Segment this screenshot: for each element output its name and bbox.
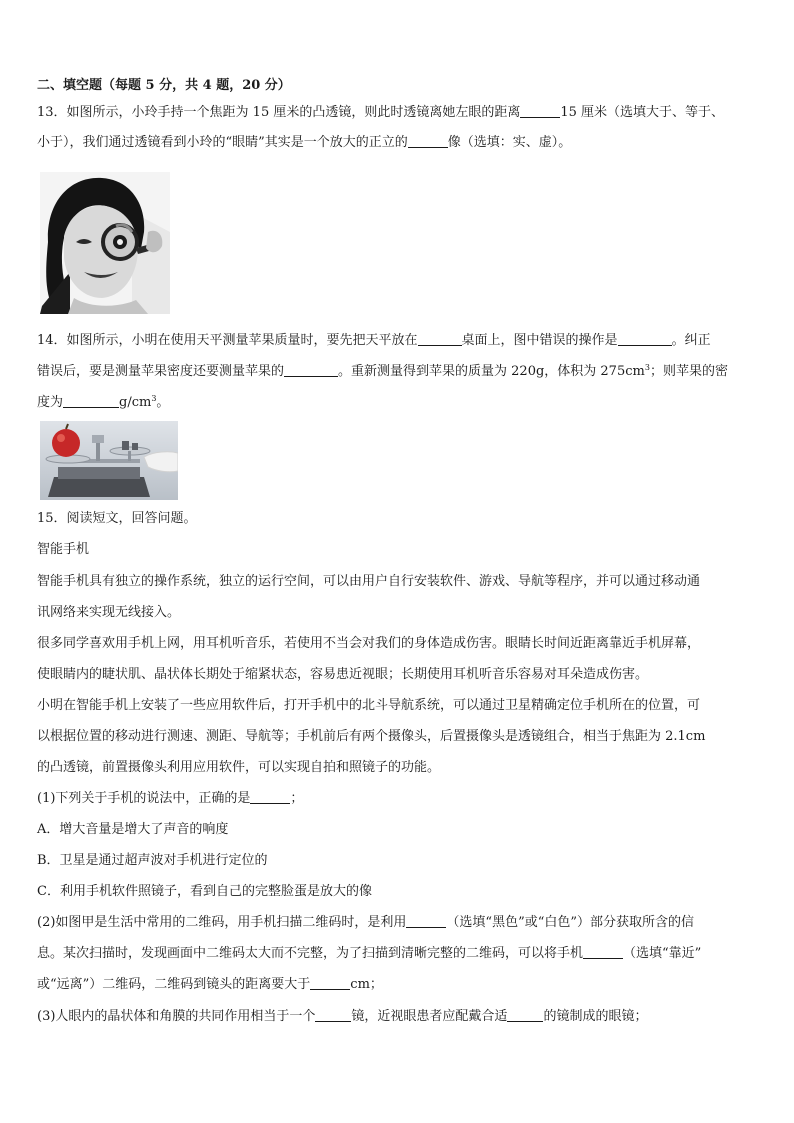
subquestion-1: (1)下列关于手机的说法中，正确的是 ； xyxy=(37,791,304,806)
answer-blank[interactable] xyxy=(250,790,290,804)
option-c: C．利用手机软件照镜子，看到自己的完整脸蛋是放大的像 xyxy=(37,884,372,899)
answer-blank[interactable] xyxy=(520,104,560,118)
passage-p3-line-2: 以根据位置的移动进行测速、测距、导航等；手机前后有两个摄像头，后置摄像头是透镜组合，相当于焦距为 2.1cm xyxy=(37,729,706,744)
passage-p3-line-3: 的凸透镜，前置摄像头利用应用软件，可以实现自拍和照镜子的功能。 xyxy=(37,760,441,775)
option-a: A．增大音量是增大了声音的响度 xyxy=(37,822,229,837)
q14-line-3: 度为 $g/cm^3$。 xyxy=(37,394,170,410)
subquestion-2-line-2: 息。某次扫描时，发现画面中二维码太大而不完整，为了扫描到清晰完整的二维码，可以将手机 （选填“靠近” xyxy=(37,946,702,961)
answer-blank[interactable] xyxy=(284,363,338,377)
passage-title: 智能手机 xyxy=(37,542,90,557)
passage-p2-line-2: 使眼睛内的睫状肌、晶状体长期处于缩紧状态，容易患近视眼；长期使用耳机听音乐容易对耳朵造成伤害。 xyxy=(37,667,649,682)
answer-blank[interactable] xyxy=(310,976,350,990)
passage-p2-line-1: 很多同学喜欢用手机上网，用耳机听音乐，若使用不当会对我们的身体造成伤害。眼睛长时间近距离靠近手机屏幕， xyxy=(37,636,701,651)
girl-magnifier-figure xyxy=(40,172,170,314)
subquestion-3: (3)人眼内的晶状体和角膜的共同作用相当于一个 镜，近视眼患者应配戴合适 的镜制成的眼镜； xyxy=(37,1009,648,1024)
passage-p1-line-2: 讯网络来实现无线接入。 xyxy=(37,605,181,620)
q13-line-1: 13．如图所示，小玲手持一个焦距为 15 厘米的凸透镜，则此时透镜离她左眼的距离 15 厘米（选填大于、等于、 xyxy=(37,105,725,120)
answer-blank[interactable] xyxy=(583,945,623,959)
q13-line-2: 小于），我们通过透镜看到小玲的“眼睛”其实是一个放大的正立的 像（选填：实、虚）。 xyxy=(37,135,572,150)
answer-blank[interactable] xyxy=(507,1008,543,1022)
answer-blank[interactable] xyxy=(618,332,672,346)
answer-blank[interactable] xyxy=(315,1008,351,1022)
subquestion-2-line-3: 或“远离”）二维码，二维码到镜头的距离要大于 cm； xyxy=(37,977,383,992)
subquestion-2-line-1: (2)如图甲是生活中常用的二维码，用手机扫描二维码时，是利用 （选填“黑色”或“白色”）部分获取所含的信 xyxy=(37,915,695,930)
answer-blank[interactable] xyxy=(408,134,448,148)
q14-line-2: 错误后，要是测量苹果密度还要测量苹果的 。重新测量得到苹果的质量为 220g，体积为 $275cm^3$；则苹果的密 xyxy=(37,363,728,379)
answer-blank[interactable] xyxy=(63,394,119,408)
section-heading: 二、填空题（每题 5 分，共 4 题，20 分） xyxy=(37,78,291,93)
option-b: B．卫星是通过超声波对手机进行定位的 xyxy=(37,853,268,868)
passage-p1-line-1: 智能手机具有独立的操作系统，独立的运行空间，可以由用户自行安装软件、游戏、导航等程序，并可以通过移动通 xyxy=(37,574,701,589)
q14-line-1: 14．如图所示，小明在使用天平测量苹果质量时，要先把天平放在 桌面上，图中错误的操作是 。纠正 xyxy=(37,333,711,348)
q15-intro: 15．阅读短文，回答问题。 xyxy=(37,511,197,526)
answer-blank[interactable] xyxy=(406,914,446,928)
answer-blank[interactable] xyxy=(418,332,462,346)
balance-apple-figure xyxy=(40,421,178,500)
passage-p3-line-1: 小明在智能手机上安装了一些应用软件后，打开手机中的北斗导航系统，可以通过卫星精确定位手机所在的位置，可 xyxy=(37,698,701,713)
